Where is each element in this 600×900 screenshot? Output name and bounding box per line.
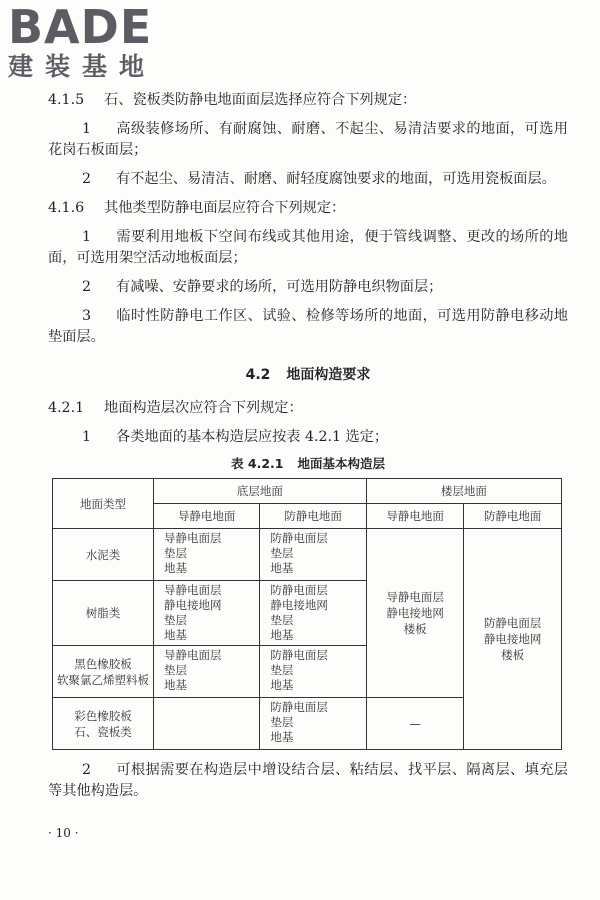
cell-ground-conductive: 导静电面层 垫层 地基 xyxy=(154,646,260,698)
clause-4-1-6-item-3 xyxy=(48,306,568,348)
item-text: 需要利用地板下空间布线或其他用途，便于管线调整、更改的场所的地面，可选用架空活动地板面层； xyxy=(48,229,568,266)
clause-4-1-6-item-1 xyxy=(48,227,568,269)
cell-ground-antistatic: 防静电面层 垫层 地基 xyxy=(260,698,366,750)
item-number: 2 xyxy=(82,171,92,187)
logo-subtitle: 建装基地 xyxy=(8,52,157,81)
cell-type: 彩色橡胶板 石、瓷板类 xyxy=(53,698,154,750)
table-number: 表 4.2.1 xyxy=(231,456,284,471)
header-upper-floor: 楼层地面 xyxy=(366,479,561,504)
subheader-antistatic: 防静电地面 xyxy=(260,504,366,529)
cell-ground-antistatic: 防静电面层 垫层 地基 xyxy=(260,529,366,581)
clause-4-1-5-item-1 xyxy=(48,119,568,161)
cell-type: 水泥类 xyxy=(53,529,154,581)
clause-number: 4.1.6 xyxy=(48,200,85,216)
cell-ground-conductive: 导静电面层 静电接地网 垫层 地基 xyxy=(154,581,260,646)
section-heading xyxy=(48,364,568,384)
clause-4-1-5 xyxy=(48,90,568,111)
cell-type: 树脂类 xyxy=(53,581,154,646)
item-text: 有不起尘、易清洁、耐磨、耐轻度腐蚀要求的地面，可选用瓷板面层。 xyxy=(116,171,556,187)
item-text: 临时性防静电工作区、试验、检修等场所的地面，可选用防静电移动地垫面层。 xyxy=(48,308,568,345)
clause-4-2-1 xyxy=(48,398,568,419)
header-floor-type: 地面类型 xyxy=(53,479,154,529)
cell-ground-conductive: 导静电面层 垫层 地基 xyxy=(154,529,260,581)
logo-wordmark: BADE xyxy=(8,0,153,54)
clause-text: 其他类型防静电面层应符合下列规定： xyxy=(104,200,346,216)
floor-structure-table xyxy=(52,478,562,750)
clause-text: 地面构造层次应符合下列规定： xyxy=(104,400,303,416)
cell-floor-conductive: 导静电面层 静电接地网 楼板 xyxy=(366,529,464,698)
table-caption xyxy=(48,454,568,472)
page-number: · 10 · xyxy=(48,826,79,840)
cell-ground-antistatic: 防静电面层 垫层 地基 xyxy=(260,646,366,698)
cell-ground-antistatic: 防静电面层 静电接地网 垫层 地基 xyxy=(260,581,366,646)
header-ground-floor: 底层地面 xyxy=(154,479,367,504)
cell-ground-conductive-empty xyxy=(154,698,260,750)
clause-4-2-1-item-1 xyxy=(48,427,568,448)
bade-logo xyxy=(8,0,183,86)
cell-type: 黑色橡胶板 软聚氯乙烯塑料板 xyxy=(53,646,154,698)
subheader-conductive: 导静电地面 xyxy=(154,504,260,529)
document-body xyxy=(48,90,568,810)
item-number: 2 xyxy=(82,279,92,295)
item-number: 2 xyxy=(82,762,92,778)
table-row xyxy=(53,529,562,581)
item-text: 各类地面的基本构造层应按表 4.2.1 选定； xyxy=(116,429,389,445)
item-number: 1 xyxy=(82,121,92,137)
subheader-antistatic-floor: 防静电地面 xyxy=(464,504,562,529)
item-number: 1 xyxy=(82,229,92,245)
item-text: 高级装修场所、有耐腐蚀、耐磨、不起尘、易清洁要求的地面，可选用花岗石板面层； xyxy=(48,121,568,158)
clause-4-1-5-item-2 xyxy=(48,169,568,190)
cell-floor-antistatic: 防静电面层 静电接地网 楼板 xyxy=(464,529,562,750)
clause-text: 石、瓷板类防静电地面面层选择应符合下列规定： xyxy=(104,92,417,108)
clause-number: 4.2.1 xyxy=(48,400,85,416)
subheader-conductive-floor: 导静电地面 xyxy=(366,504,464,529)
item-text: 有减噪、安静要求的场所，可选用防静电织物面层； xyxy=(116,279,443,295)
clause-4-1-6-item-2 xyxy=(48,277,568,298)
cell-floor-conductive-dash: — xyxy=(366,698,464,750)
section-title: 地面构造要求 xyxy=(286,367,371,383)
item-text: 可根据需要在构造层中增设结合层、粘结层、找平层、隔离层、填充层等其他构造层。 xyxy=(48,762,568,799)
table-title: 地面基本构造层 xyxy=(297,456,385,471)
clause-4-1-6 xyxy=(48,198,568,219)
item-number: 1 xyxy=(82,429,92,445)
clause-number: 4.1.5 xyxy=(48,92,85,108)
section-number: 4.2 xyxy=(245,367,271,383)
item-number: 3 xyxy=(82,308,92,324)
clause-4-2-1-item-2 xyxy=(48,760,568,802)
